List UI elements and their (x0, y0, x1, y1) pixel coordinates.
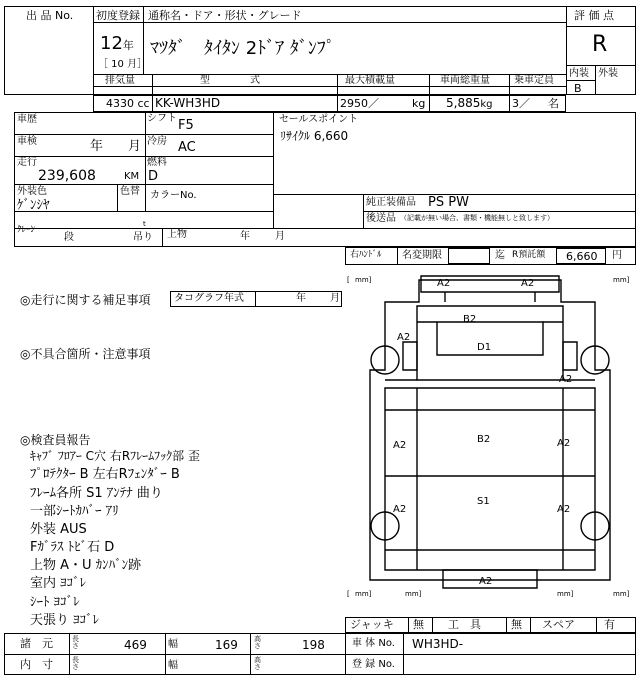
name-change-label: 名変期限 (402, 250, 442, 261)
mark-bed-center: S1 (477, 496, 490, 507)
registration-label: 登 録 No. (352, 659, 395, 670)
tacho-year: 年 (296, 293, 306, 304)
height-label: 高さ (254, 635, 261, 650)
interior-grade-label: 内装 (569, 68, 589, 79)
length-label: 長さ (72, 635, 79, 650)
recycle-label: R預託額 (512, 250, 546, 260)
inspection-label: 車検 (17, 136, 37, 147)
displacement-label: 排気量 (105, 75, 135, 86)
svg-text:[: [ (347, 590, 350, 598)
sales-point-text: ﾘｻｲｸﾙ 6,660 (280, 129, 349, 143)
first-reg-label: 初度登録 (96, 9, 140, 22)
score-label: 評 価 点 (574, 9, 614, 22)
svg-text:mm]: mm] (355, 276, 372, 284)
height-value: 198 (302, 638, 325, 652)
truck-diagram (345, 270, 636, 615)
ext-color-value: ｹﾞﾝｼﾔ (17, 198, 50, 213)
upper-month: 月 (275, 231, 285, 242)
factory-equip-label: 純正装備品 (366, 197, 416, 208)
inner-width-label: 幅 (168, 660, 178, 671)
hoist-label: 吊り (133, 232, 153, 243)
fuel-value: D (148, 169, 159, 184)
inspector-line: ﾌﾟﾛﾃｸﾀｰ B 左右Rﾌｪﾝﾀﾞｰ B (30, 467, 180, 482)
mark-bed-left-top: A2 (393, 440, 407, 451)
shift-label: シフト (147, 113, 177, 124)
mark-cab-left: A2 (397, 332, 411, 343)
displacement-value: 4330 cc (106, 97, 150, 110)
factory-equip-value: PS PW (428, 195, 469, 210)
chassis-value: WH3HD- (412, 637, 464, 651)
running-notes-label: ◎走行に関する補足事項 (20, 293, 151, 307)
defects-label: ◎不具合箇所・注意事項 (20, 347, 151, 361)
model-code: KK-WH3HD (155, 96, 221, 110)
inspection-month: 月 (128, 139, 142, 154)
upper-year: 年 (240, 231, 250, 242)
model-name-label: 通称名・ドア・形状・グレード (148, 9, 302, 22)
width-value: 169 (215, 638, 238, 652)
color-change-label: 色替 (120, 186, 140, 197)
inner-length-label: 長さ (72, 656, 79, 671)
hoist-t: t (143, 220, 146, 228)
spare-value: 有 (604, 618, 615, 631)
inspector-label: ◎検査員報告 (20, 433, 91, 447)
inspector-line: ｷｬﾌﾞ ﾌﾛｱｰ C穴 右Rﾌﾚｰﾑﾌｯｸ部 歪 (30, 449, 200, 463)
inspector-line: 外装 AUS (30, 522, 87, 537)
first-reg-month: ［ 10 月］ (98, 59, 148, 70)
steering-value: 右ﾊﾝﾄﾞﾙ (350, 250, 382, 260)
shift-value: F5 (178, 118, 194, 133)
aftermarket-label: 後送品 (366, 213, 396, 224)
capacity-label: 乗車定員 (514, 75, 554, 86)
svg-text:[: [ (347, 276, 350, 284)
lot-label: 出 品 No. (26, 9, 74, 22)
outer-dimensions-label: 諸 元 (20, 637, 53, 650)
upper-label: 上物 (167, 229, 187, 240)
mark-bed-left-bottom: A2 (393, 504, 407, 515)
inspector-line: ﾌﾚｰﾑ各所 S1 ｱﾝﾃﾅ 曲り (30, 486, 163, 501)
mileage-unit: KM (124, 171, 140, 182)
spare-label: スペア (542, 618, 575, 631)
recycle-value: 6,660 (566, 250, 598, 263)
svg-text:mm]: mm] (557, 590, 574, 598)
svg-text:mm]: mm] (613, 590, 630, 598)
mileage-label: 走行 (17, 157, 37, 168)
model-name: ﾏﾂﾀﾞ ﾀｲﾀﾝ 2ﾄﾞｱ ﾀﾞﾝﾌﾟ (150, 38, 335, 59)
tools-value: 無 (511, 618, 522, 631)
tacho-month: 月 (330, 293, 340, 304)
inspector-line: ｼｰﾄ ﾖｺﾞﾚ (30, 595, 80, 610)
svg-text:mm]: mm] (405, 590, 422, 598)
name-change-box (448, 248, 490, 264)
inspection-year: 年 (90, 139, 104, 154)
color-no-label: カラーNo. (150, 190, 197, 201)
jack-label: ジャッキ (350, 618, 394, 631)
chassis-label: 車 体 No. (352, 638, 395, 649)
gross-weight-label: 車両総重量 (440, 75, 490, 86)
inspector-line: 天張り ﾖｺﾞﾚ (30, 613, 100, 628)
mark-front-left: A2 (437, 278, 451, 289)
max-load-value: 2950／ (340, 97, 379, 110)
width-label: 幅 (168, 639, 178, 650)
inspector-line: 上物 A・U ｶﾝﾊﾞﾝ跡 (30, 558, 142, 573)
fuel-label: 燃料 (147, 157, 167, 168)
exterior-grade-label: 外装 (598, 68, 618, 79)
mirror-right (563, 342, 577, 370)
mark-windshield: D1 (477, 342, 492, 353)
mark-bed-right-top: A2 (557, 438, 571, 449)
recycle-unit: 円 (612, 250, 622, 261)
mark-bed-right-bottom: A2 (557, 504, 571, 515)
mark-bed-center-top: B2 (477, 434, 491, 445)
max-load-unit: kg (412, 97, 426, 110)
aftermarket-note: （記載が無い場合、書類・機能無しと致します） (400, 214, 554, 222)
sales-point-label: セールスポイント (279, 114, 359, 125)
mark-cab-right: A2 (559, 374, 573, 385)
mark-rear: A2 (479, 576, 493, 587)
inner-height-label: 高さ (254, 656, 261, 671)
score-value: R (592, 32, 608, 57)
inspector-line: 一部ｼｰﾄｶﾊﾞｰ ｱﾘ (30, 504, 119, 519)
crane-step-label: 段 (64, 232, 74, 243)
inspector-line: 室内 ﾖｺﾞﾚ (30, 576, 87, 591)
gross-weight-value: 5,885kg (446, 96, 493, 110)
capacity-value: 3／ (512, 97, 530, 110)
mark-cab-top: B2 (463, 314, 477, 325)
tools-label: 工 具 (448, 618, 481, 631)
svg-text:mm]: mm] (613, 276, 630, 284)
length-value: 469 (124, 638, 147, 652)
mirror-left (403, 342, 417, 370)
svg-text:mm]: mm] (355, 590, 372, 598)
model-code-label: 型 式 (200, 75, 260, 86)
history-label: 車歴 (17, 114, 37, 125)
ac-label: 冷房 (147, 136, 167, 147)
mileage-value: 239,608 (38, 168, 96, 184)
crane-label: ｸﾚｰﾝ (17, 225, 36, 235)
mark-front-right: A2 (521, 278, 535, 289)
ac-value: AC (178, 140, 196, 155)
tacho-label: タコグラフ年式 (174, 293, 244, 304)
body-outline (370, 280, 610, 580)
capacity-unit: 名 (548, 97, 559, 110)
recycle-deadline-suffix: 迄 (495, 250, 505, 261)
first-reg-year: 12年 (100, 33, 134, 54)
interior-grade-value: B (574, 82, 582, 95)
jack-value: 無 (413, 618, 424, 631)
inner-dimensions-label: 内 寸 (20, 658, 53, 671)
max-load-label: 最大積載量 (345, 75, 395, 86)
ext-color-label: 外装色 (17, 186, 47, 197)
inspector-line: Fｶﾞﾗｽ ﾄﾋﾞ石 D (30, 540, 115, 555)
